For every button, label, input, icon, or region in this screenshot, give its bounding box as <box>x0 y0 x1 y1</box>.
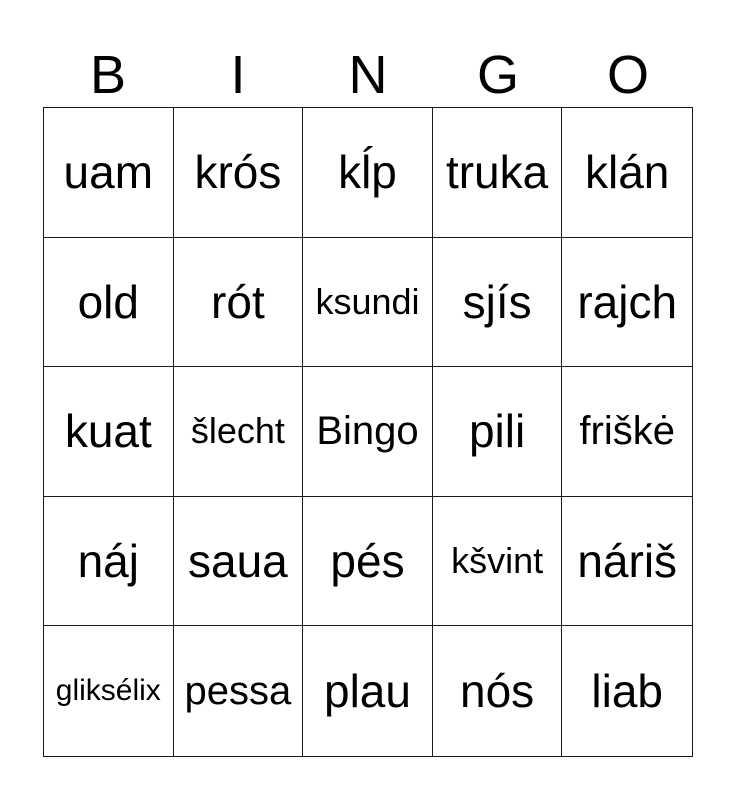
bingo-cell-r3-c2[interactable]: šlecht <box>174 367 304 497</box>
bingo-cell-r5-c2[interactable]: pessa <box>174 626 304 756</box>
bingo-cell-r4-c1[interactable]: náj <box>44 497 174 627</box>
bingo-cell-r5-c1[interactable]: gliksélix <box>44 626 174 756</box>
bingo-cell-r5-c5[interactable]: liab <box>591 665 663 718</box>
bingo-cell-r4-c2[interactable]: saua <box>174 497 304 627</box>
bingo-cell-r4-c4[interactable]: kšvint <box>433 497 563 627</box>
bingo-cell-r1-c2[interactable]: krós <box>174 108 304 238</box>
bingo-cell-r3-c3-free[interactable]: Bingo <box>303 367 433 497</box>
bingo-cell-r1-c4[interactable]: truka <box>433 108 563 238</box>
header-letter-g: G <box>476 45 519 105</box>
bingo-cell-r3-c5[interactable]: friškė <box>562 367 692 497</box>
bingo-cell-r2-c5[interactable]: rajch <box>562 238 692 368</box>
bingo-cell-r2-c1[interactable]: old <box>44 238 174 368</box>
bingo-cell-r3-c4[interactable]: pili <box>433 367 563 497</box>
bingo-cell-r3-c1[interactable]: kuat <box>44 367 174 497</box>
bingo-cell-r5-c3[interactable]: plau <box>303 626 433 756</box>
bingo-cell-r1-c3[interactable]: kĺp <box>303 108 433 238</box>
bingo-cell-r5-c4[interactable]: nós <box>433 626 563 756</box>
bingo-cell-r2-c3[interactable]: ksundi <box>303 238 433 368</box>
bingo-cell-r2-c2[interactable]: rót <box>174 238 304 368</box>
bingo-cell-r1-c5[interactable]: klán <box>562 108 692 238</box>
header-letter-o: O <box>606 45 649 105</box>
bingo-board <box>43 107 693 757</box>
header-letter-n: N <box>348 45 388 105</box>
bingo-cell-r4-c5[interactable]: náriš <box>562 497 692 627</box>
bingo-header <box>43 42 693 108</box>
bingo-cell-r1-c1[interactable]: uam <box>44 108 174 238</box>
header-letter-b: B <box>89 45 127 105</box>
bingo-cell-r2-c4[interactable]: sjís <box>433 238 563 368</box>
bingo-cell-r4-c3[interactable]: pés <box>303 497 433 627</box>
header-letter-i: I <box>230 45 246 105</box>
